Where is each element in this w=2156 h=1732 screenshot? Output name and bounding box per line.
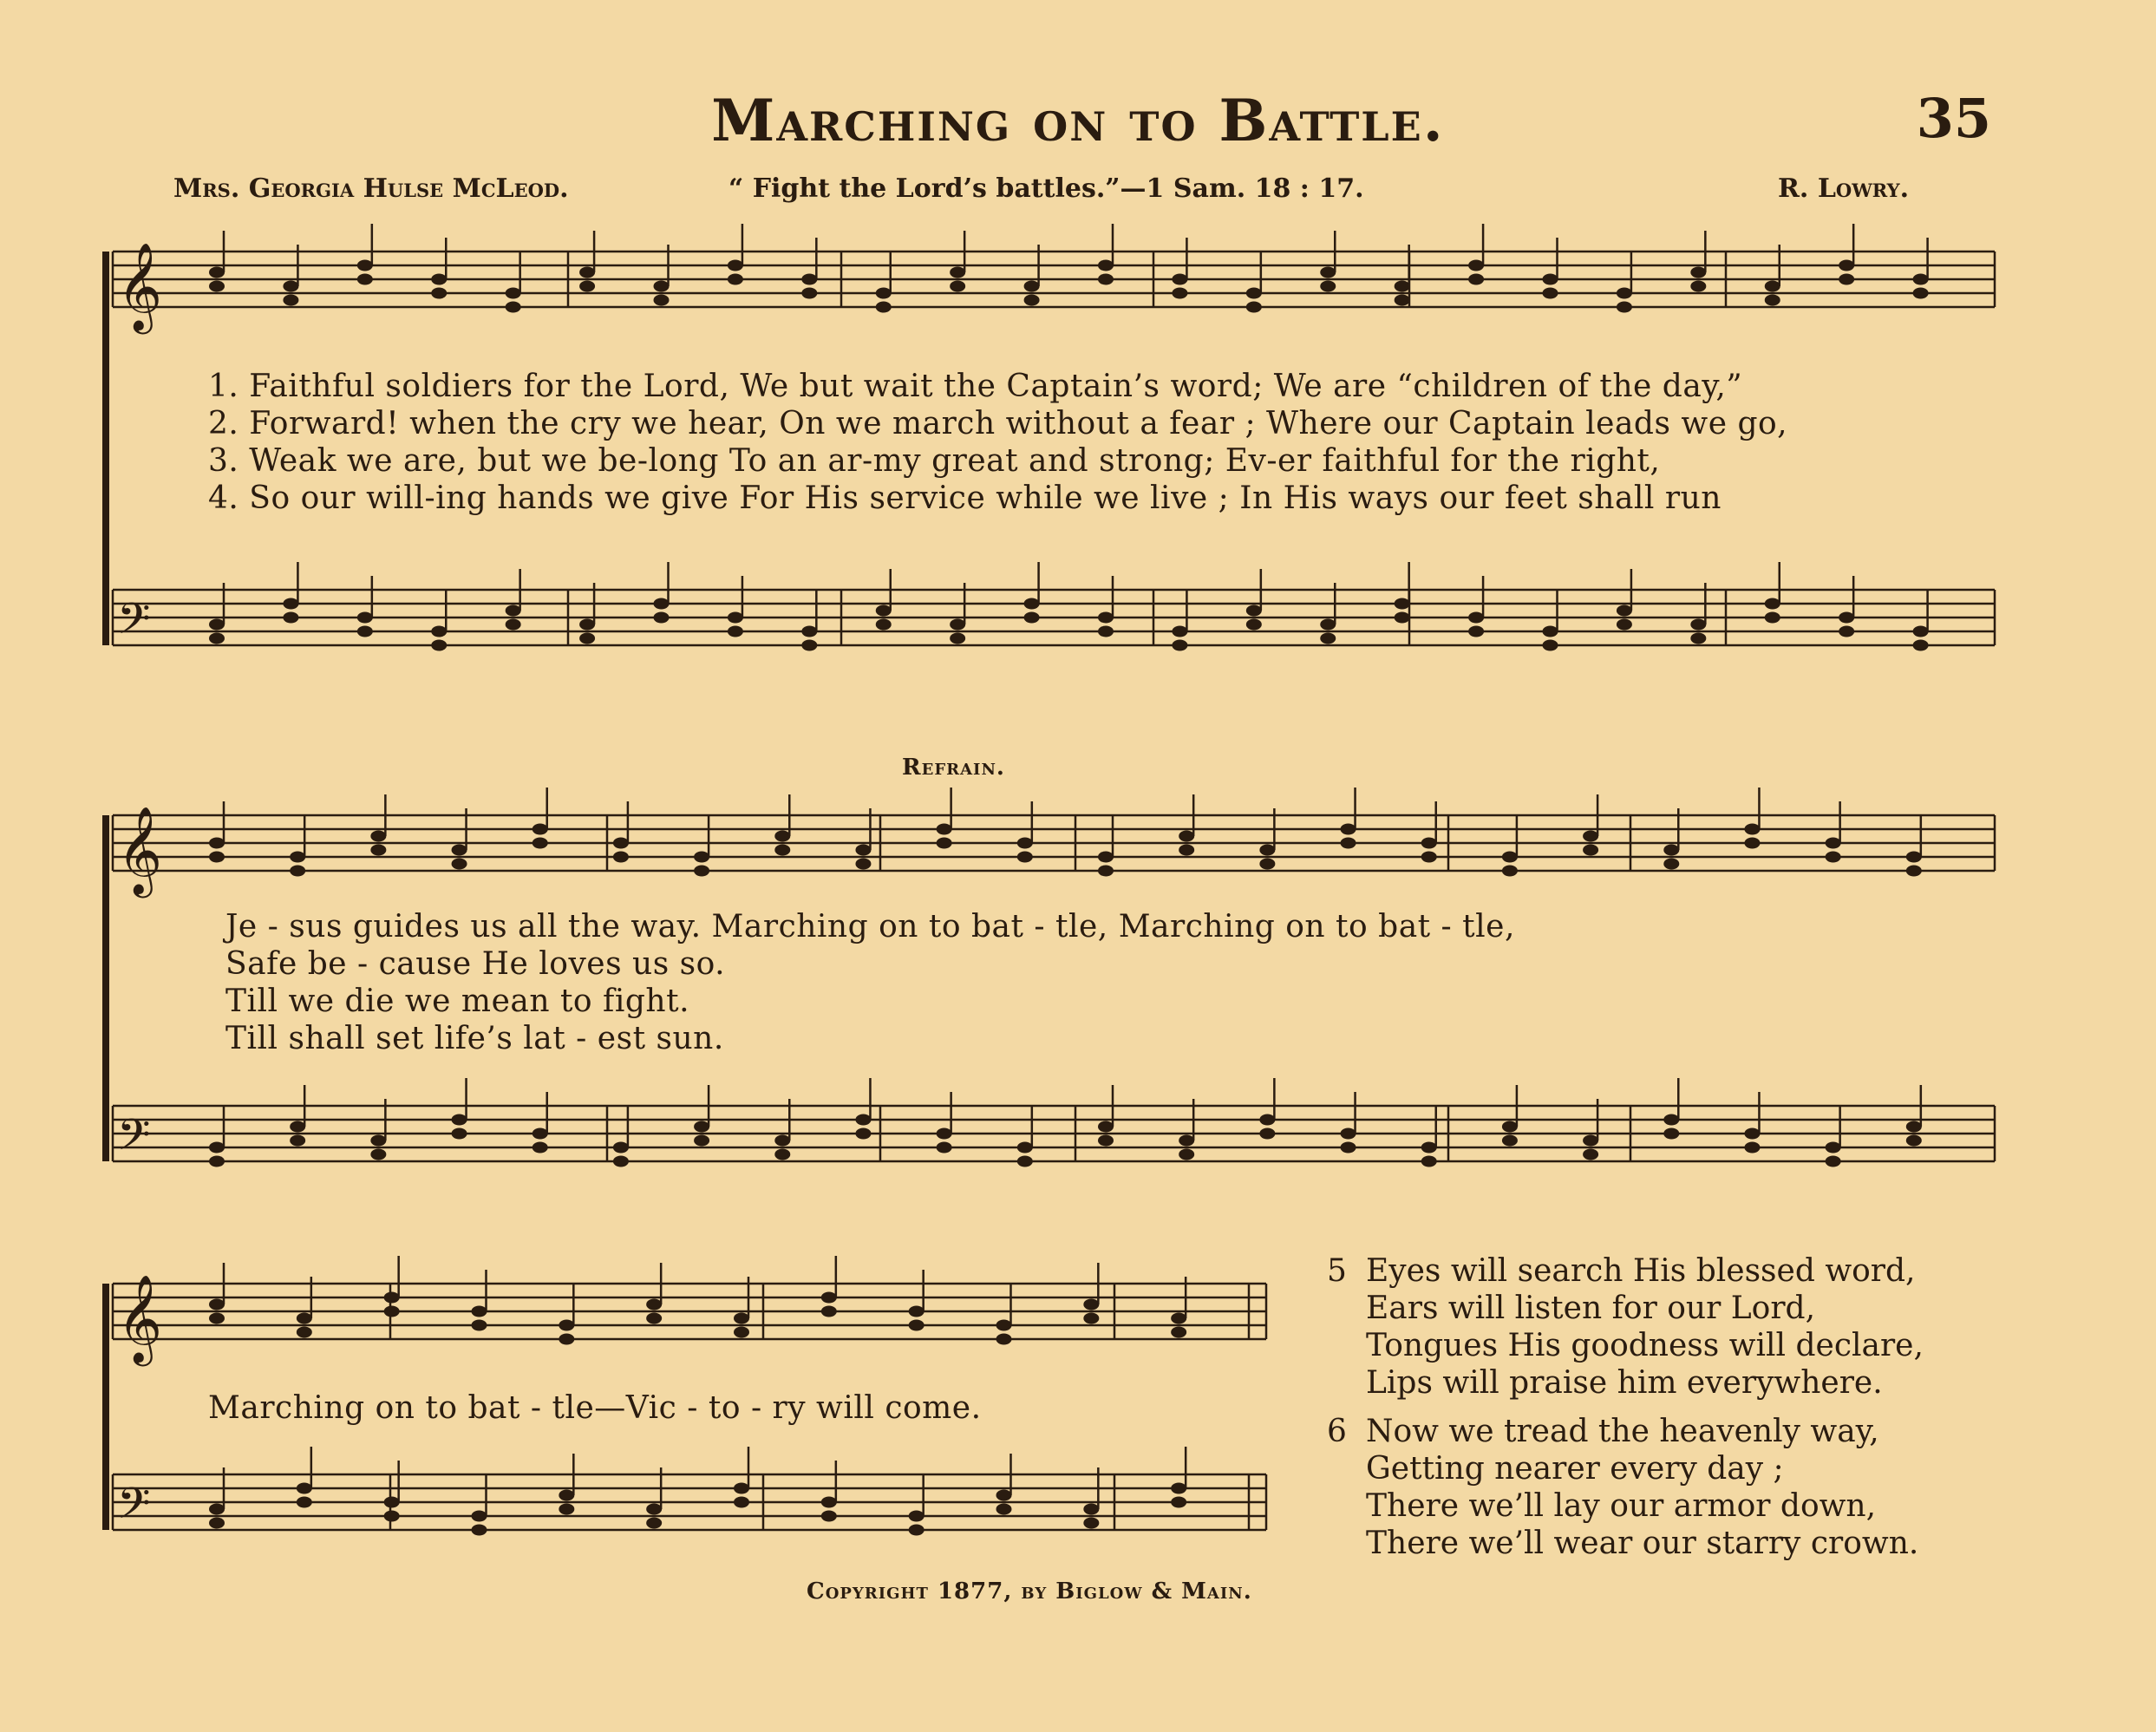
svg-text:𝄞: 𝄞 bbox=[117, 241, 163, 330]
verse-4-line: 4. So our will-ing hands we give For His service while we live ; In His ways our feet shall run bbox=[208, 480, 1722, 516]
svg-text:𝄢: 𝄢 bbox=[117, 594, 151, 655]
refrain-lyric-3: Till we die we mean to fight. bbox=[225, 984, 690, 1019]
svg-text:𝄢: 𝄢 bbox=[117, 1110, 151, 1171]
stanza-5-line-2: Ears will listen for our Lord, bbox=[1366, 1291, 1816, 1326]
stanza-5-line-3: Tongues His goodness will declare, bbox=[1366, 1328, 1924, 1363]
stanza-5-line-4: Lips will praise him everywhere. bbox=[1366, 1365, 1883, 1401]
composer-credit: R. Lowry. bbox=[1778, 173, 1910, 204]
final-lyric: Marching on to bat - tle—Vic - to - ry will come. bbox=[208, 1390, 982, 1426]
refrain-label: Refrain. bbox=[902, 755, 1005, 781]
refrain-lyric-1: Je - sus guides us all the way. Marching on to bat - tle, Marching on to bat - tle, bbox=[225, 909, 1515, 944]
verse-1-line: 1. Faithful soldiers for the Lord, We but wait the Captain’s word; We are “children of the day,” bbox=[208, 369, 1743, 404]
verse-3-line: 3. Weak we are, but we be-long To an ar-my great and strong; Ev-er faithful for the right, bbox=[208, 443, 1661, 479]
refrain-lyric-4: Till shall set life’s lat - est sun. bbox=[225, 1021, 724, 1056]
hymn-title: Marching on to Battle. bbox=[711, 87, 1445, 154]
stanza-6-line-3: There we’ll lay our armor down, bbox=[1366, 1488, 1877, 1524]
stanza-5-line-1: Eyes will search His blessed word, bbox=[1366, 1253, 1916, 1289]
refrain-lyric-2: Safe be - cause He loves us so. bbox=[225, 946, 726, 982]
stanza-6-line-4: There we’ll wear our starry crown. bbox=[1366, 1526, 1919, 1561]
page-number: 35 bbox=[1916, 87, 1991, 150]
stanza-5-number: 5 bbox=[1327, 1253, 1347, 1289]
scripture-reference: “ Fight the Lord’s battles.”—1 Sam. 18 : 17. bbox=[728, 173, 1364, 204]
verse-2-line: 2. Forward! when the cry we hear, On we march without a fear ; Where our Captain leads we go, bbox=[208, 406, 1788, 441]
stanza-6-line-2: Getting nearer every day ; bbox=[1366, 1451, 1784, 1487]
svg-text:𝄢: 𝄢 bbox=[117, 1479, 151, 1539]
copyright-notice: Copyright 1877, by Biglow & Main. bbox=[807, 1578, 1252, 1605]
stanza-6-line-1: Now we tread the heavenly way, bbox=[1366, 1414, 1879, 1449]
svg-text:𝄞: 𝄞 bbox=[117, 1273, 163, 1363]
author-credit: Mrs. Georgia Hulse McLeod. bbox=[173, 173, 569, 204]
stanza-6-number: 6 bbox=[1327, 1414, 1347, 1449]
svg-text:𝄞: 𝄞 bbox=[117, 805, 163, 894]
clefs bbox=[117, 241, 162, 1539]
